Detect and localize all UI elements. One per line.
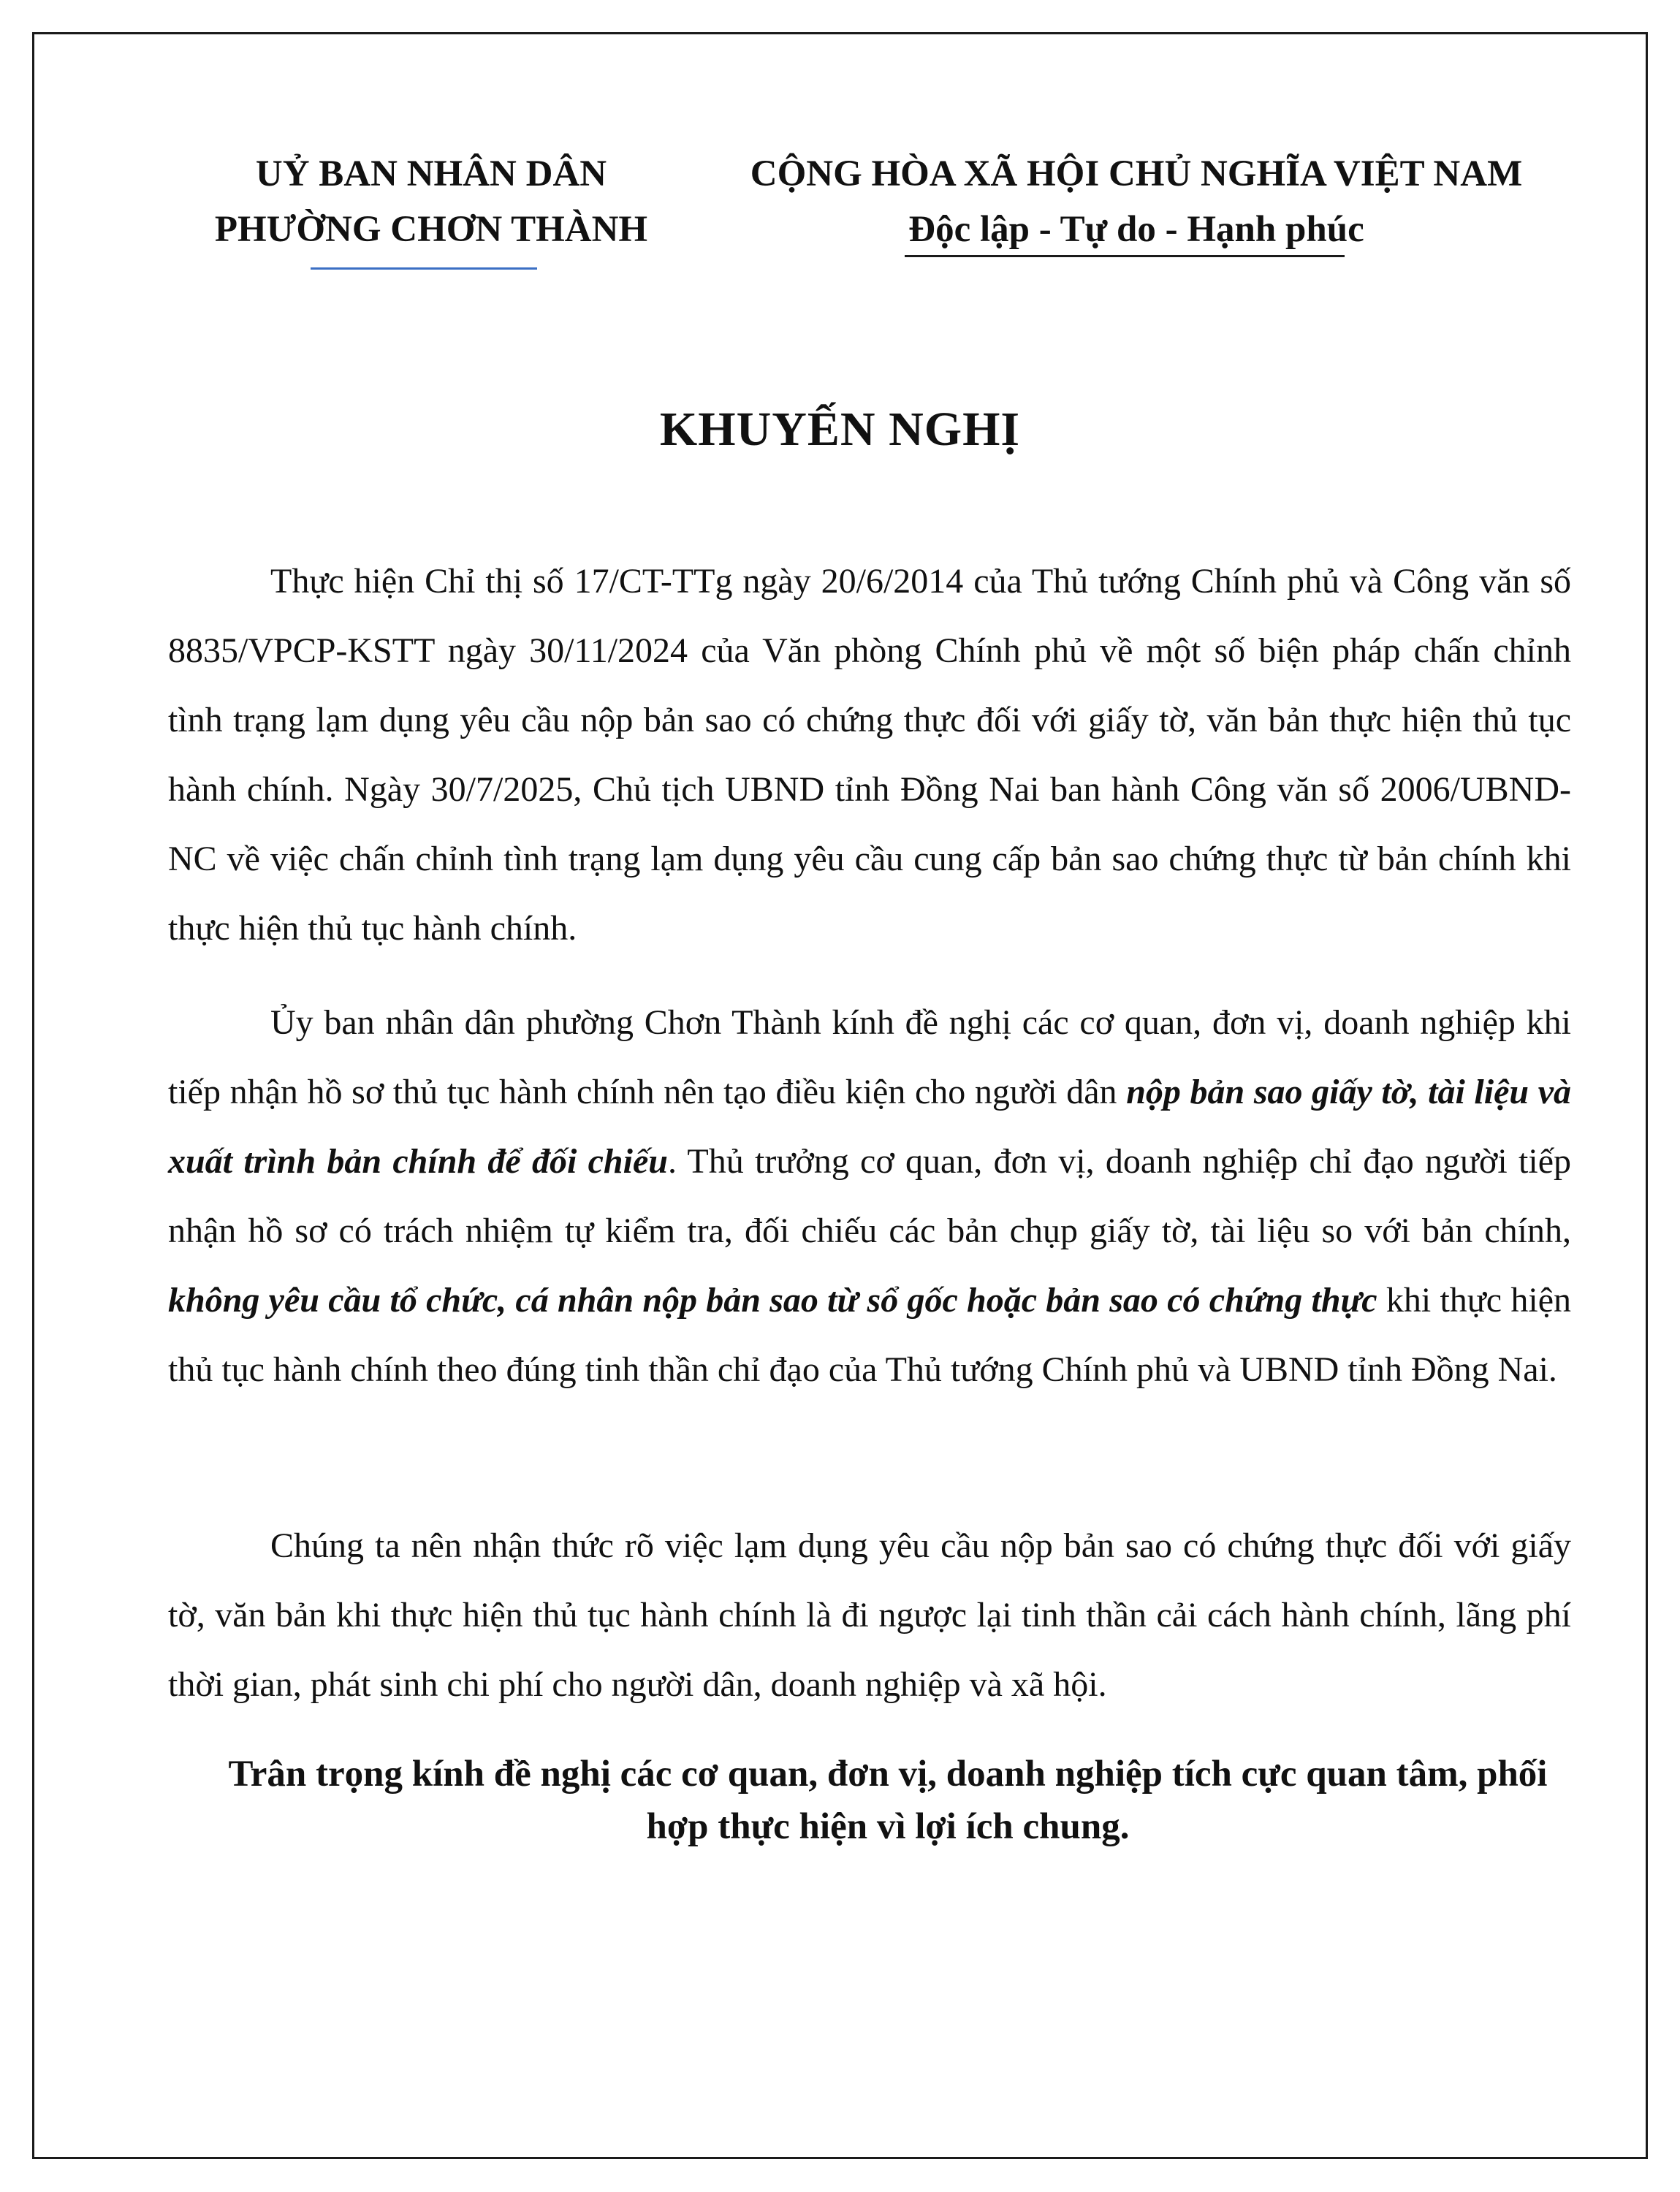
agency-name-line2: PHƯỜNG CHƠN THÀNH <box>214 209 648 250</box>
motto-underline <box>905 255 1345 257</box>
agency-underline <box>311 267 537 270</box>
national-heading <box>687 146 1586 257</box>
issuing-agency <box>175 146 687 257</box>
paragraph-2 <box>168 988 1571 1404</box>
paragraph-2-emphasis-1: nộp bản sao giấy tờ, tài liệu và xuất trình bản chính để đối chiếu <box>168 1073 1572 1181</box>
closing-statement: Trân trọng kính đề nghị các cơ quan, đơn vị, doanh nghiệp tích cực quan tâm, phối hợp thực hiện vì lợi ích chung. <box>228 1754 1548 1847</box>
paragraph-1: Thực hiện Chỉ thị số 17/CT-TTg ngày 20/6/2014 của Thủ tướng Chính phủ và Công văn số 8835/VPCP-KSTT ngày 30/11/2024 của Văn phòng Chính phủ về một số biện pháp chấn chỉnh tình trạng lạm dụng yêu cầu nộp bản sao có chứng thực đối với giấy tờ, văn bản thực hiện thủ tục hành chính. Ngày 30/7/2025, Chủ tịch UBND tỉnh Đồng Nai ban hành Công văn số 2006/UBND-NC về việc chấn chỉnh tình trạng lạm dụng yêu cầu cung cấp bản sao chứng thực từ bản chính khi thực hiện thủ tục hành chính. <box>168 562 1571 948</box>
paragraph-2-text-3: khi thực hiện thủ tục hành chính theo đúng tinh thần chỉ đạo của Thủ tướng Chính phủ và UBND tỉnh Đồng Nai. <box>168 1281 1571 1389</box>
paragraph-3: Chúng ta nên nhận thức rõ việc lạm dụng yêu cầu nộp bản sao có chứng thực đối với giấy tờ, văn bản khi thực hiện thủ tục hành chính là đi ngược lại tinh thần cải cách hành chính, lãng phí thời gian, phát sinh chi phí cho người dân, doanh nghiệp và xã hội. <box>168 1526 1571 1704</box>
document-title: KHUYẾN NGHỊ <box>659 403 1021 456</box>
nation-name: CỘNG HÒA XÃ HỘI CHỦ NGHĨA VIỆT NAM <box>750 153 1523 194</box>
national-motto: Độc lập - Tự do - Hạnh phúc <box>908 209 1364 250</box>
agency-name-line1: UỶ BAN NHÂN DÂN <box>255 153 607 194</box>
paragraph-2-text-1: Ủy ban nhân dân phường Chơn Thành kính đề nghị các cơ quan, đơn vị, doanh nghiệp khi tiếp nhận hồ sơ thủ tục hành chính nên tạo điều kiện cho người dân <box>168 1003 1571 1111</box>
paragraph-2-emphasis-2: không yêu cầu tổ chức, cá nhân nộp bản sao từ sổ gốc hoặc bản sao có chứng thực <box>168 1281 1377 1320</box>
paragraph-2-text-2: . Thủ trưởng cơ quan, đơn vị, doanh nghiệp chỉ đạo người tiếp nhận hồ sơ có trách nhiệm tự kiểm tra, đối chiếu các bản chụp giấy tờ, tài liệu so với bản chính, <box>168 1142 1571 1250</box>
